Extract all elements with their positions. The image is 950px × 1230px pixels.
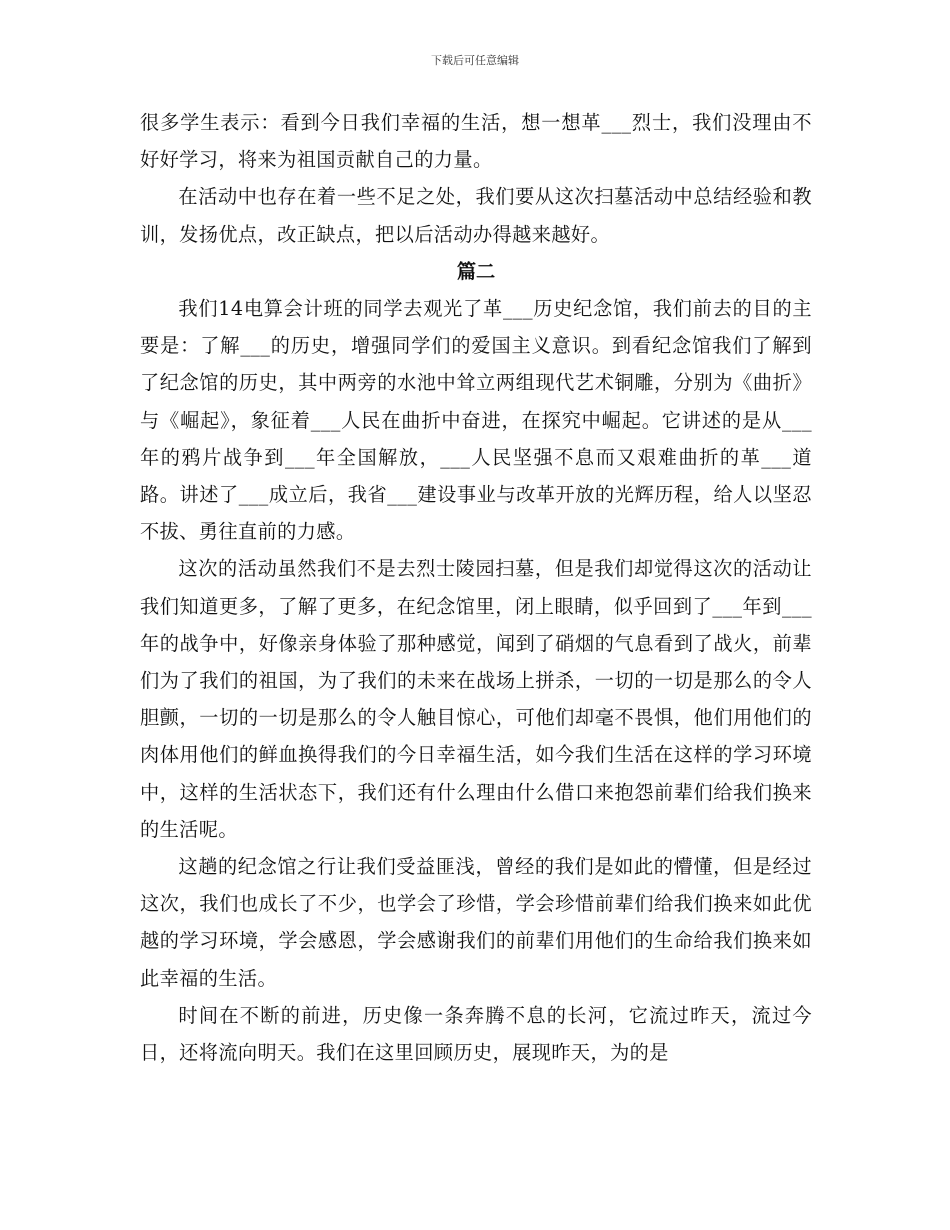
- paragraph-3: 我们14电算会计班的同学去观光了革___历史纪念馆，我们前去的目的主要是：了解___的历史，增强同学们的爱国主义意识。到看纪念馆我们了解到了纪念馆的历史，其中两旁的水池中耸立两组现代艺术铜雕，分别为《曲折》与《崛起》，象征着___人民在曲折中奋进，在探究中崛起。它讲述的是从___年的鸦片战争到___年全国解放，___人民坚强不息而又艰难曲折的革___道路。讲述了___成立后，我省___建设事业与改革开放的光辉历程，给人以坚忍不拔、勇往直前的力感。: [140, 297, 812, 544]
- section-title: 篇二: [456, 259, 496, 283]
- document-body: [140, 104, 812, 1071]
- paragraph-1: 很多学生表示：看到今日我们幸福的生活，想一想革___烈士，我们没理由不好好学习，将来为祖国贡献自己的力量。: [140, 111, 812, 172]
- paragraph-5: 这趟的纪念馆之行让我们受益匪浅，曾经的我们是如此的懵懂，但是经过这次，我们也成长了不少，也学会了珍惜，学会珍惜前辈们给我们换来如此优越的学习环境，学会感恩，学会感谢我们的前辈们用他们的生命给我们换来如此幸福的生活。: [140, 855, 812, 990]
- paragraph-4: 这次的活动虽然我们不是去烈士陵园扫墓，但是我们却觉得这次的活动让我们知道更多，了解了更多，在纪念馆里，闭上眼睛，似乎回到了___年到___年的战争中，好像亲身体验了那种感觉，闻到了硝烟的气息看到了战火，前辈们为了我们的祖国，为了我们的未来在战场上拼杀，一切的一切是那么的令人胆颤，一切的一切是那么的令人触目惊心，可他们却毫不畏惧，他们用他们的肉体用他们的鲜血换得我们的今日幸福生活，如今我们生活在这样的学习环境中，这样的生活状态下，我们还有什么理由什么借口来抱怨前辈们给我们换来的生活呢。: [140, 557, 812, 841]
- paragraph-6: 时间在不断的前进，历史像一条奔腾不息的长河，它流过昨天，流过今日，还将流向明天。我们在这里回顾历史，展现昨天，为的是: [140, 1003, 812, 1065]
- paragraph-2: 在活动中也存在着一些不足之处，我们要从这次扫墓活动中总结经验和教训，发扬优点，改正缺点，把以后活动办得越来越好。: [140, 185, 812, 246]
- page-header: 下载后可任意编辑: [431, 54, 519, 67]
